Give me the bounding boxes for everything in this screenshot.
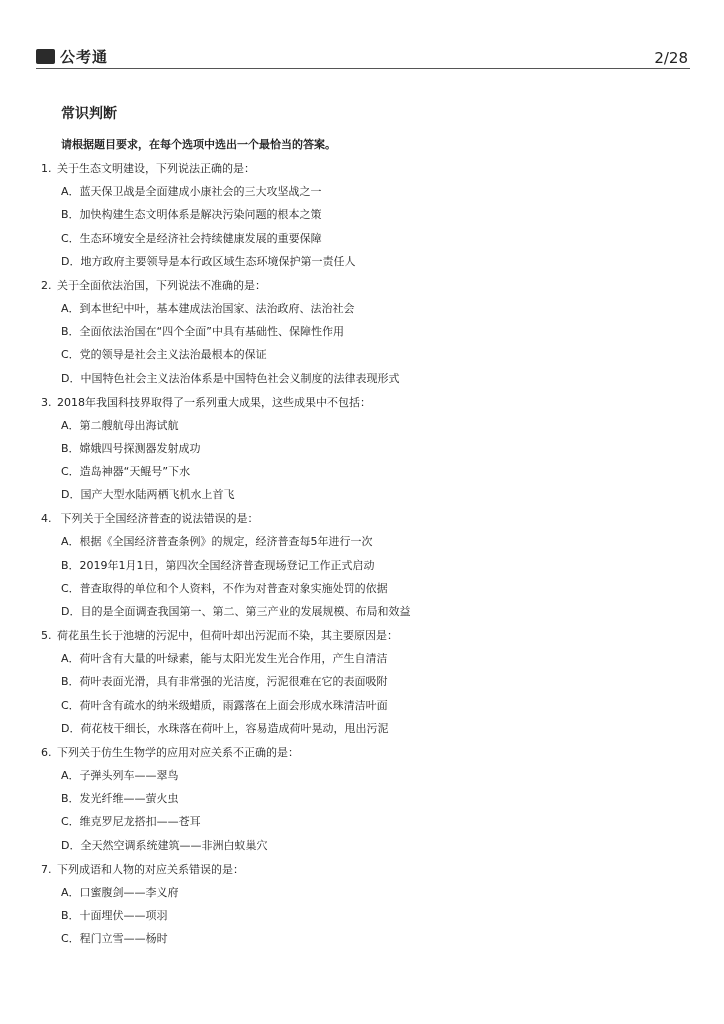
question-text: 关于全面依法治国，下列说法不准确的是：: [57, 278, 266, 292]
question-stem: [41, 160, 681, 178]
page-number: 2/28: [654, 49, 688, 67]
question-stem: [41, 510, 681, 528]
answer-option: D．国产大型水陆两栖飞机水上首飞: [61, 488, 235, 502]
answer-option: C．党的领导是社会主义法治最根本的保证: [61, 348, 267, 362]
answer-option: A．子弹头列车——翠鸟: [61, 768, 179, 782]
page-header: [36, 44, 688, 70]
answer-option: C．造岛神器“天鲲号”下水: [61, 465, 191, 479]
question-stem: [41, 744, 681, 762]
question-text: 关于生态文明建设，下列说法正确的是：: [57, 162, 255, 175]
section-title: 常识判断: [61, 106, 117, 122]
answer-option: A．荷叶含有大量的叶绿素，能与太阳光发生光合作用，产生自清洁: [61, 652, 388, 666]
answer-option: C．荷叶含有疏水的纳米级蜡质，雨露落在上面会形成水珠清洁叶面: [61, 698, 388, 712]
question-number: 5.: [41, 629, 52, 642]
answer-option: C．维克罗尼龙搭扣——苍耳: [61, 815, 201, 829]
instruction-text: 请根据题目要求，在每个选项中选出一个最恰当的答案。: [61, 138, 336, 151]
question-stem: [41, 394, 681, 412]
question-stem: [41, 861, 681, 879]
question-list: [41, 160, 681, 948]
answer-option: C．普查取得的单位和个人资料，不作为对普查对象实施处罚的依据: [61, 581, 388, 595]
question-number: 2.: [41, 278, 52, 292]
question-number: 6.: [41, 745, 52, 759]
answer-option: C．生态环境安全是经济社会持续健康发展的重要保障: [61, 231, 322, 245]
question-item: [41, 277, 681, 388]
header-divider: [36, 68, 690, 69]
question-item: [41, 510, 681, 621]
logo: [36, 46, 108, 67]
question-number: 3.: [41, 395, 52, 409]
logo-text: 公考通: [60, 48, 109, 66]
question-number: 7.: [41, 862, 52, 876]
answer-option: D．中国特色社会主义法治体系是中国特色社会义制度的法律表现形式: [61, 371, 400, 385]
logo-mark: [36, 49, 55, 64]
answer-option: D．目的是全面调查我国第一、第二、第三产业的发展规模、布局和效益: [61, 605, 411, 618]
question-item: [41, 861, 681, 949]
answer-option: B．十面埋伏——项羽: [61, 908, 168, 922]
question-stem: [41, 277, 681, 295]
answer-option: C．程门立雪——杨时: [61, 932, 168, 946]
answer-option: A．蓝天保卫战是全面建成小康社会的三大攻坚战之一: [61, 185, 322, 199]
question-text: 荷花虽生长于池塘的污泥中，但荷叶却出污泥而不染，其主要原因是：: [57, 629, 398, 642]
answer-option: D．全天然空调系统建筑——非洲白蚁巢穴: [61, 838, 268, 852]
answer-option: D．地方政府主要领导是本行政区域生态环境保护第一责任人: [61, 254, 356, 268]
answer-option: B．加快构建生态文明体系是解决污染问题的根本之策: [61, 208, 322, 222]
question-stem: [41, 627, 681, 645]
answer-option: A．第二艘航母出海试航: [61, 418, 179, 432]
question-item: [41, 160, 681, 271]
answer-option: B．发光纤维——萤火虫: [61, 792, 179, 806]
answer-option: A．口蜜腹剑——李义府: [61, 885, 179, 899]
answer-option: A．到本世纪中叶，基本建成法治国家、法治政府、法治社会: [61, 301, 355, 315]
question-number: 4.: [41, 512, 52, 526]
question-text: 2018年我国科技界取得了一系列重大成果，这些成果中不包括：: [57, 395, 371, 409]
question-text: 下列关于仿生生物学的应用对应关系不正确的是：: [57, 745, 299, 759]
question-text: 下列成语和人物的对应关系错误的是：: [57, 862, 244, 876]
answer-option: B．2019年1月1日，第四次全国经济普查现场登记工作正式启动: [61, 558, 375, 572]
answer-option: B．嫦娥四号探测器发射成功: [61, 441, 201, 455]
answer-option: A．根据《全国经济普查条例》的规定，经济普查每5年进行一次: [61, 535, 373, 549]
question-text: 下列关于全国经济普查的说法错误的是：: [57, 512, 259, 526]
answer-option: D．荷花枝干细长，水珠落在荷叶上，容易造成荷叶晃动，甩出污泥: [61, 721, 389, 735]
question-number: 1.: [41, 162, 52, 175]
answer-option: B．全面依法治国在“四个全面”中具有基础性、保障性作用: [61, 325, 344, 339]
question-item: [41, 627, 681, 738]
question-item: [41, 394, 681, 505]
answer-option: B．荷叶表面光滑，具有非常强的光洁度，污泥很难在它的表面吸附: [61, 675, 388, 689]
document-content: [41, 104, 681, 948]
question-item: [41, 744, 681, 855]
